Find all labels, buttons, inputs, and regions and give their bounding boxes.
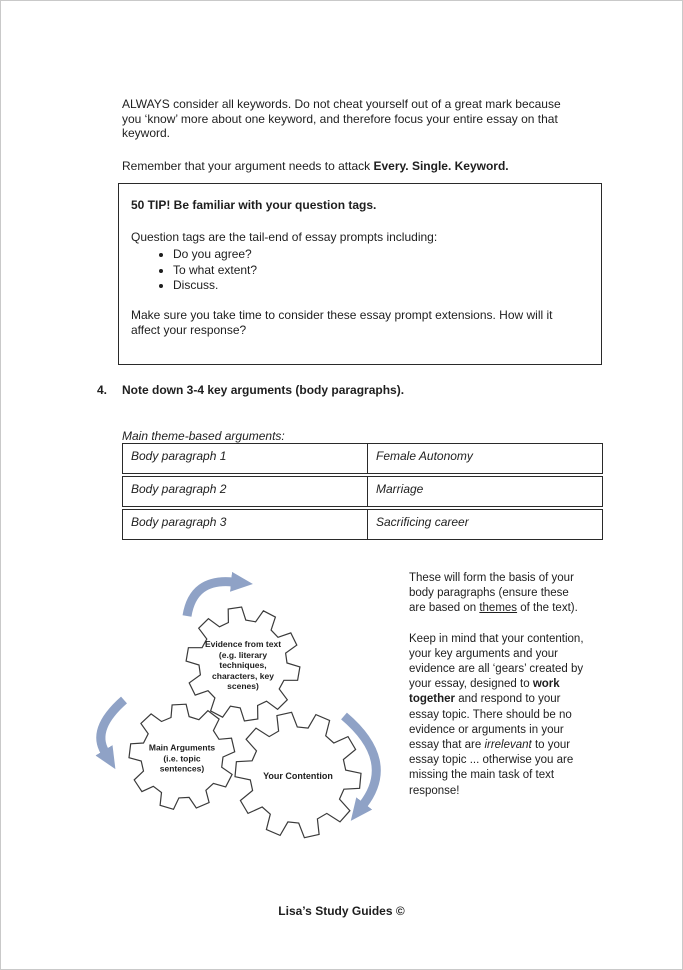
section-title: Note down 3-4 key arguments (body paragraphs). [122, 383, 405, 397]
cell-theme-3: Sacrificing career [376, 515, 469, 529]
gears-diagram-svg [81, 556, 411, 856]
section-heading [97, 383, 587, 397]
gear-label-arguments: Main Arguments (i.e. topic sentences) [148, 742, 216, 774]
list-item: • To what extent? [173, 263, 587, 278]
remember-note: Remember that your argument needs to attack Every. Single. Keyword. [122, 159, 509, 173]
cell-body-paragraph-1: Body paragraph 1 [123, 444, 368, 473]
flow-arrow [101, 700, 124, 752]
table-caption: Main theme-based arguments: [122, 429, 285, 443]
gear-label-evidence: Evidence from text (e.g. literary techniques, characters, key scenes) [204, 638, 282, 691]
intro-paragraph: ALWAYS consider all keywords. Do not cheat yourself out of a great mark because you ‘know’ more about one keyword, and therefore focus your entire essay on that keyword. [122, 97, 561, 141]
section-number: 4. [97, 383, 108, 397]
tip-box-intro: Question tags are the tail-end of essay prompts including: [131, 229, 438, 244]
cell-body-paragraph-2: Body paragraph 2 [123, 477, 368, 506]
side-note-basis: These will form the basis of your body paragraphs (ensure these are based on themes of the text). [409, 572, 578, 615]
arguments-table [122, 443, 603, 542]
tip-box-outro: Make sure you take time to consider these essay prompt extensions. How will it affect your response? [131, 307, 553, 337]
table-row [122, 476, 603, 507]
question-tags-list [131, 247, 587, 293]
cell-body-paragraph-3: Body paragraph 3 [123, 510, 368, 539]
list-item: • Do you agree? [173, 247, 587, 262]
table-row [122, 509, 603, 540]
footer-credit: Lisa’s Study Guides © [278, 904, 405, 918]
tip-box-heading: 50 TIP! Be familiar with your question tags. [131, 198, 377, 212]
side-notes [409, 571, 587, 814]
side-note-gears: Keep in mind that your contention, your key arguments and your evidence are all ‘gears’ created by your essay, designed to work together and respond to your essay topic. There should be no evidence or arguments in your essay that are irrelevant to your essay topic ... otherwise you are missing the main task of text response! [409, 632, 584, 797]
table-row [122, 443, 603, 474]
cell-theme-1: Female Autonomy [376, 449, 473, 463]
tip-box [118, 183, 602, 365]
gear-label-contention: Your Contention [263, 771, 333, 781]
cell-theme-2: Marriage [376, 482, 424, 496]
flow-arrow [187, 582, 233, 616]
list-item: • Discuss. [173, 278, 587, 293]
flow-arrow [344, 716, 376, 805]
